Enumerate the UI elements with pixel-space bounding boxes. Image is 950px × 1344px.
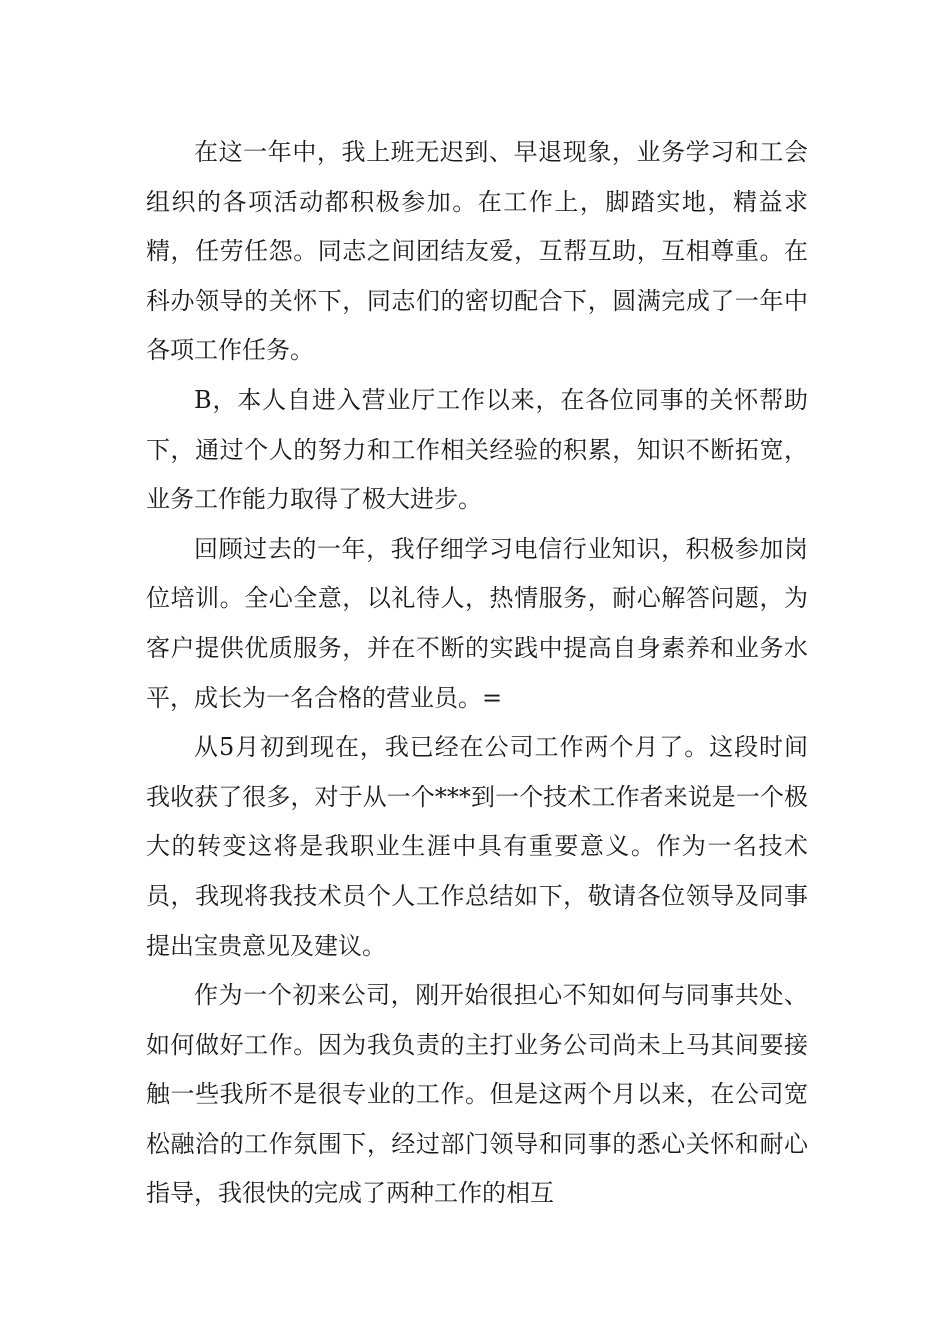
paragraph-newcomer: 作为一个初来公司，刚开始很担心不知如何与同事共处、如何做好工作。因为我负责的主打业务公司尚未上马其间要接触一些我所不是很专业的工作。但是这两个月以来，在公司宽松融洽的工作氛围下，经过部门领导和同事的悉心关怀和耐心指导，我很快的完成了两种工作的相互 (146, 981, 808, 1208)
paragraph-business-hall: B，本人自进入营业厅工作以来，在各位同事的关怀帮助下，通过个人的努力和工作相关经验的积累，知识不断拓宽，业务工作能力取得了极大进步。 (146, 385, 808, 514)
document-body (146, 128, 808, 1219)
paragraph-technician: 从5月初到现在，我已经在公司工作两个月了。这段时间我收获了很多，对于从一个***到一个技术工作者来说是一个极大的转变这将是我职业生涯中具有重要意义。作为一名技术员，我现将我技术员个人工作总结如下，敬请各位领导及同事提出宝贵意见及建议。 (146, 733, 808, 960)
paragraph-attendance: 在这一年中，我上班无迟到、早退现象，业务学习和工会组织的各项活动都积极参加。在工作上，脚踏实地，精益求精，任劳任怨。同志之间团结友爱，互帮互助，互相尊重。在科办领导的关怀下，同志们的密切配合下，圆满完成了一年中各项工作任务。 (146, 138, 808, 365)
paragraph-review: 回顾过去的一年，我仔细学习电信行业知识，积极参加岗位培训。全心全意，以礼待人，热情服务，耐心解答问题，为客户提供优质服务，并在不断的实践中提高自身素养和业务水平，成长为一名合格的营业员。= (146, 534, 808, 712)
